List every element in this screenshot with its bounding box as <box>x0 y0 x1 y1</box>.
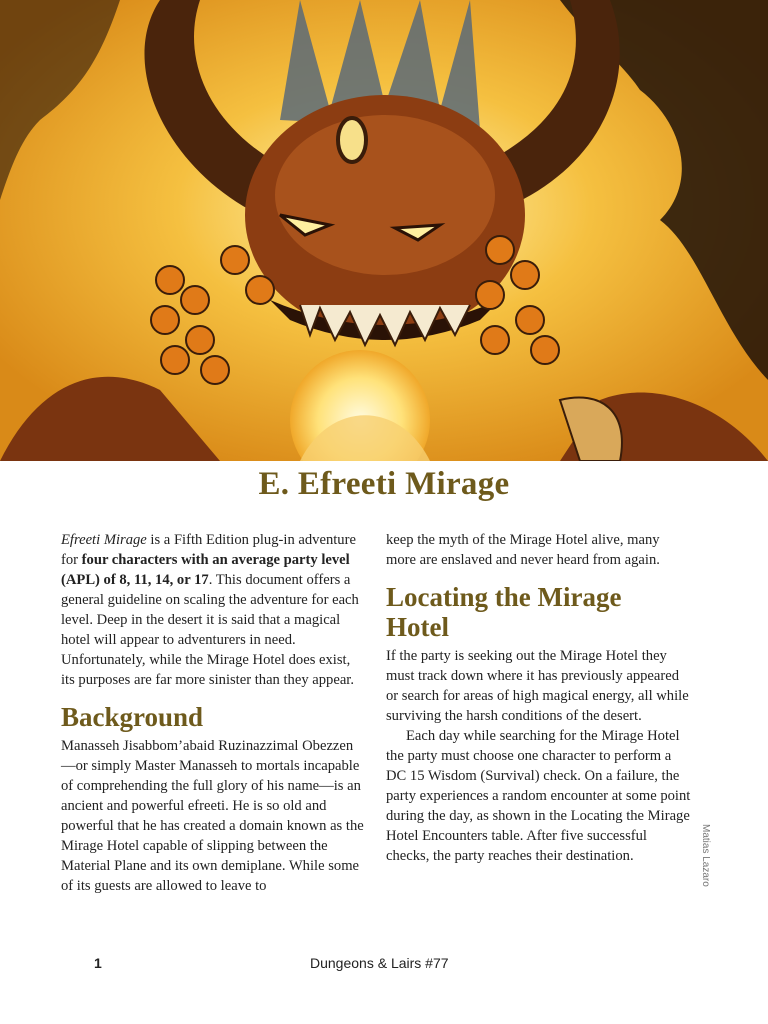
efreeti-illustration <box>0 0 768 461</box>
intro-text-a: is a Fifth Edition plug-in adventure for <box>61 532 356 568</box>
publication-footer: Dungeons & Lairs #77 <box>310 955 449 971</box>
background-heading: Background <box>61 702 204 732</box>
locating-paragraph-2: Each day while searching for the Mirage Hotel the party must choose one character to perform a DC 15 Wisdom (Survival) check. On a failure, the party experiences a random encounter at some point during the day, as shown in the Locating the Mirage Hotel Encounters table. After five successful checks, the party reaches their destination. <box>386 728 691 864</box>
continued-paragraph: keep the myth of the Mirage Hotel alive, many more are enslaved and never heard from again. <box>386 532 660 568</box>
intro-bold: four characters with an average party level (APL) of 8, 11, 14, or 17 <box>61 552 350 588</box>
locating-heading: Locating the Mirage Hotel <box>386 582 622 642</box>
page-number: 1 <box>94 955 102 971</box>
intro-paragraph <box>61 530 367 690</box>
artist-credit: Matias Lazaro <box>700 824 711 887</box>
left-column <box>61 530 367 896</box>
intro-italic: Efreeti Mirage <box>61 532 147 548</box>
intro-text-b: . This document offers a general guideline on scaling the adventure for each level. Deep in the desert it is said that a magical hotel will appear to adventurers in need. Unfortunately, while the Mirage Hotel does exist, its purposes are far more sinister than they appear. <box>61 572 359 688</box>
background-paragraph: Manasseh Jisabbom’abaid Ruzinazzimal Obezzen—or simply Master Manasseh to mortals incapable of comprehending the full glory of his name—is an ancient and powerful efreeti. He is so old and powerful that he has created a domain known as the Mirage Hotel capable of slipping between the Material Plane and its own demiplane. While some of its guests are allowed to leave to <box>61 738 364 894</box>
locating-paragraph-1: If the party is seeking out the Mirage Hotel they must track down where it has previously appeared or search for areas of high magical energy, all while surviving the harsh conditions of the desert. <box>386 648 689 724</box>
right-column <box>386 530 691 866</box>
page-title: E. Efreeti Mirage <box>258 466 510 502</box>
